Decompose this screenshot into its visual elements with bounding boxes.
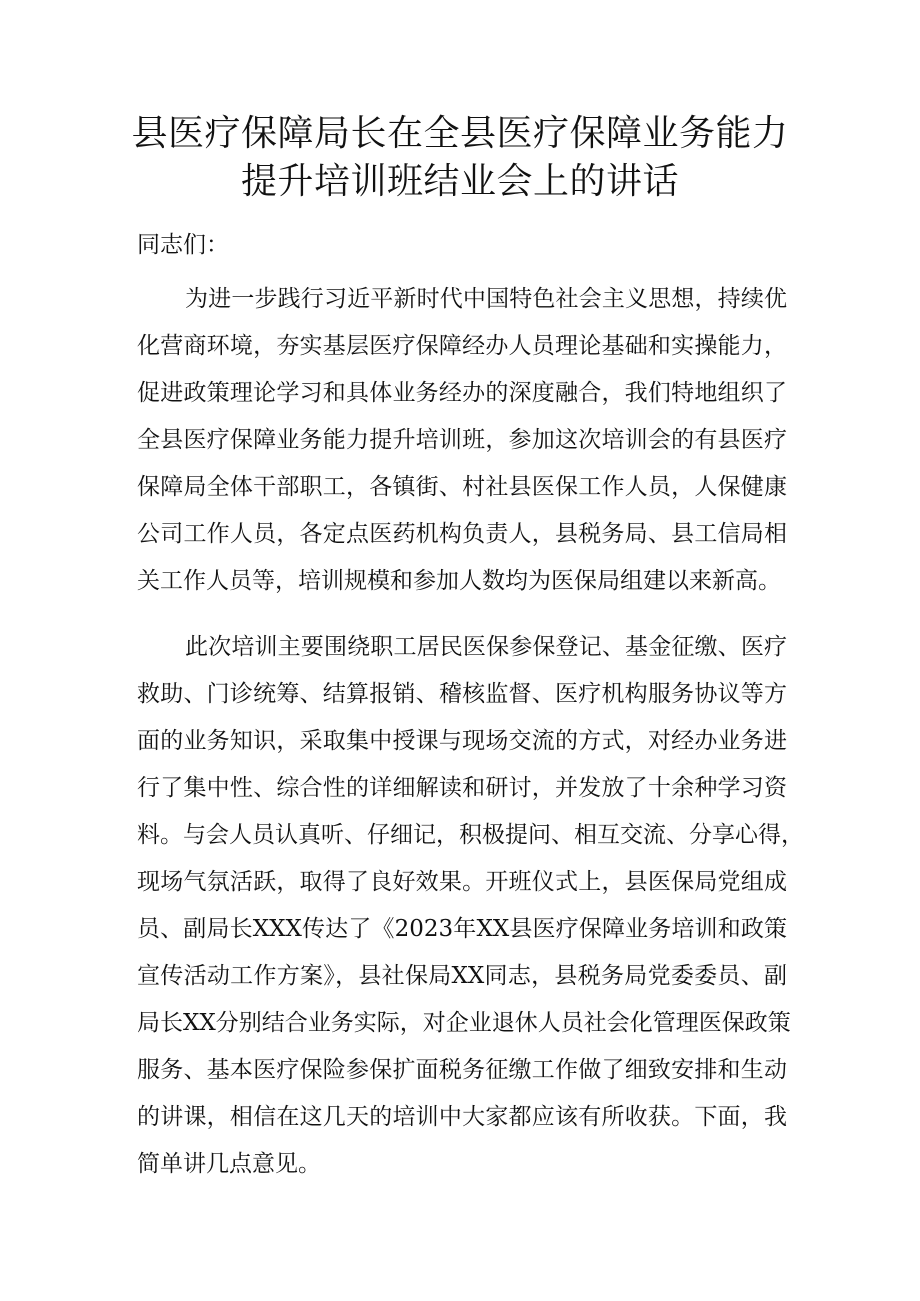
- paragraph-1-line: 公司工作人员，各定点医药机构负责人，县税务局、县工信局相: [137, 521, 787, 547]
- salutation: 同志们：: [137, 232, 229, 258]
- paragraph-1-line: 保障局全体干部职工，各镇街、村社县医保工作人员，人保健康: [137, 474, 787, 500]
- paragraph-2-line: 简单讲几点意见。: [137, 1151, 321, 1177]
- paragraph-1-line: 为进一步践行习近平新时代中国特色社会主义思想，持续优: [185, 286, 787, 312]
- paragraph-2-line: 宣传活动工作方案》，县社保局XX同志，县税务局党委委员、副: [137, 963, 787, 989]
- paragraph-2-line: 料。与会人员认真听、仔细记，积极提问、相互交流、分享心得，: [137, 822, 804, 848]
- paragraph-2-line: 行了集中性、综合性的详细解读和研讨，并发放了十余种学习资: [137, 775, 787, 801]
- paragraph-1-line: 化营商环境，夯实基层医疗保障经办人员理论基础和实操能力，: [137, 333, 787, 359]
- paragraph-2-line: 服务、基本医疗保险参保扩面税务征缴工作做了细致安排和生动: [137, 1057, 787, 1083]
- paragraph-1-line: 全县医疗保障业务能力提升培训班，参加这次培训会的有县医疗: [137, 427, 787, 453]
- paragraph-2-line: 面的业务知识，采取集中授课与现场交流的方式，对经办业务进: [137, 728, 787, 754]
- paragraph-1-line: 关工作人员等，培训规模和参加人数均为医保局组建以来新高。: [137, 568, 781, 594]
- paragraph-2-line: 的讲课，相信在这几天的培训中大家都应该有所收获。下面，我: [137, 1104, 787, 1130]
- document-title-line-2: 提升培训班结业会上的讲话: [240, 161, 679, 202]
- paragraph-2-line: 现场气氛活跃，取得了良好效果。开班仪式上，县医保局党组成: [137, 869, 787, 895]
- paragraph-2-line: 局长XX分别结合业务实际，对企业退休人员社会化管理医保政策: [137, 1010, 791, 1036]
- paragraph-2-line: 救助、门诊统筹、结算报销、稽核监督、医疗机构服务协议等方: [137, 681, 787, 707]
- paragraph-2-line: 员、副局长XXX传达了《2023年XX县医疗保障业务培训和政策: [137, 916, 787, 942]
- paragraph-1-line: 促进政策理论学习和具体业务经办的深度融合，我们特地组织了: [137, 380, 787, 406]
- paragraph-2-line: 此次培训主要围绕职工居民医保参保登记、基金征缴、医疗: [185, 634, 787, 660]
- document-title-line-1: 县医疗保障局长在全县医疗保障业务能力: [131, 113, 789, 154]
